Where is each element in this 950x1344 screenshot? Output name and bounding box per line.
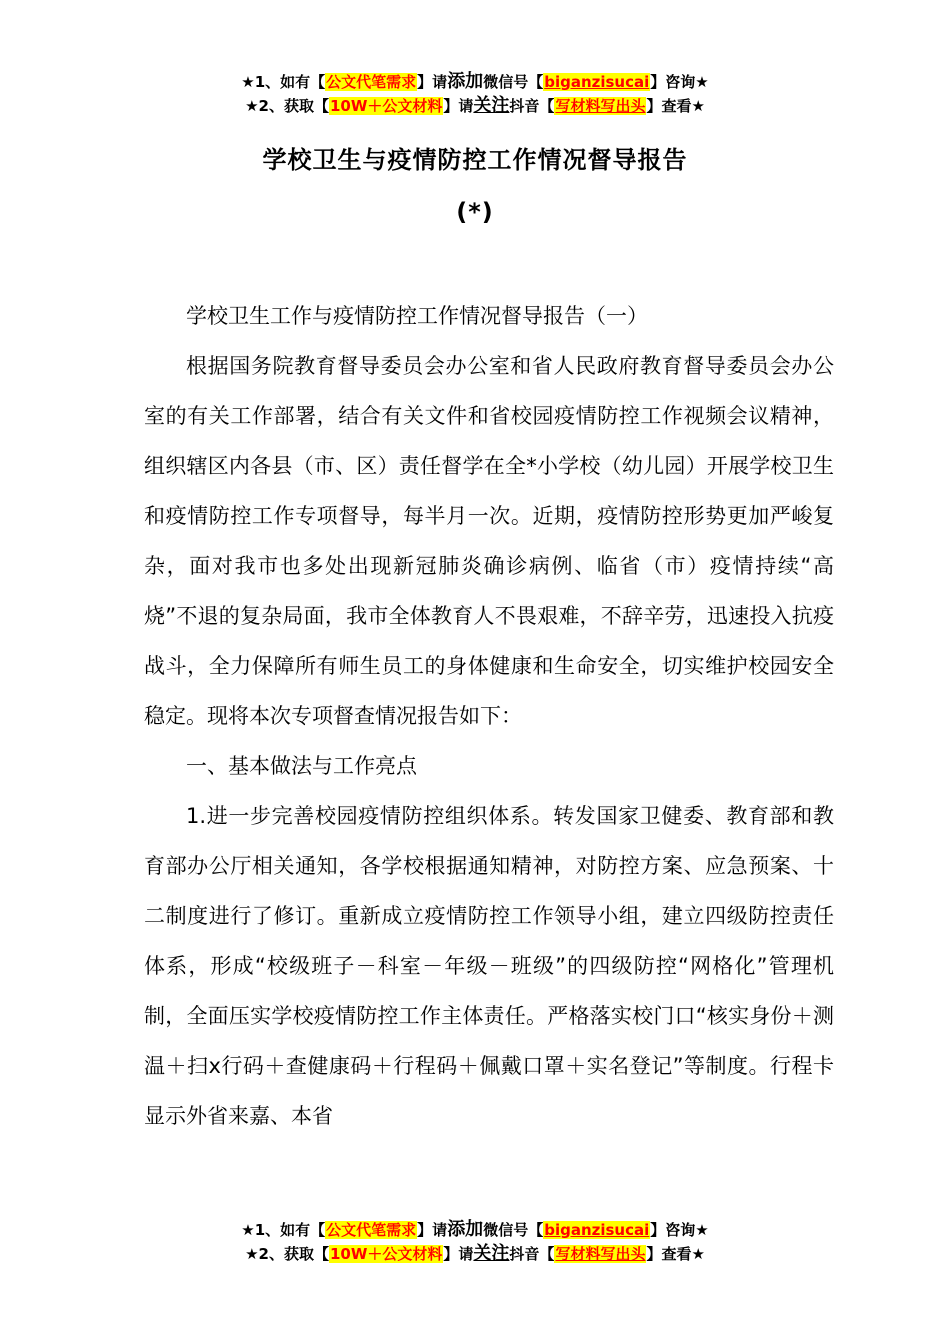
banner-wechat-id: biganzisucai [544, 1221, 650, 1239]
banner-line-2: ★2、获取【10W＋公文材料】请关注抖音【写材料写出头】查看★ [245, 1243, 705, 1264]
header-banner [0, 70, 950, 118]
banner-line-1: ★1、如有【公文代笔需求】请添加微信号【biganzisucai】咨询★ [241, 71, 709, 92]
banner-highlight: 公文代笔需求 [326, 1221, 417, 1239]
banner-douyin-id: 写材料写出头 [555, 97, 646, 115]
document-title: 学校卫生与疫情防控工作情况督导报告 [262, 146, 688, 174]
paragraph-intro: 根据国务院教育督导委员会办公室和省人民政府教育督导委员会办公室的有关工作部署，结合有关文件和省校园疫情防控工作视频会议精神，组织辖区内各县（市、区）责任督学在全*小学校（幼儿园）开展学校卫生和疫情防控工作专项督导，每半月一次。近期，疫情防控形势更加严峻复杂，面对我市也多处出现新冠肺炎确诊病例、临省（市）疫情持续“高烧”不退的复杂局面，我市全体教育人不畏艰难，不辞辛劳，迅速投入抗疫战斗，全力保障所有师生员工的身体健康和生命安全，切实维护校园安全稳定。现将本次专项督查情况报告如下： [144, 354, 834, 728]
banner-highlight: 10W＋公文材料 [329, 97, 443, 115]
paragraph-heading: 学校卫生工作与疫情防控工作情况督导报告（一） [186, 304, 648, 328]
banner-line-1: ★1、如有【公文代笔需求】请添加微信号【biganzisucai】咨询★ [241, 1219, 709, 1240]
banner-wechat-id: biganzisucai [544, 73, 650, 91]
banner-highlight: 公文代笔需求 [326, 73, 417, 91]
section-heading: 一、基本做法与工作亮点 [186, 754, 417, 778]
banner-line-2: ★2、获取【10W＋公文材料】请关注抖音【写材料写出头】查看★ [245, 95, 705, 116]
document-subtitle: (*) [456, 198, 494, 226]
banner-highlight: 10W＋公文材料 [329, 1245, 443, 1263]
footer-banner [0, 1218, 950, 1266]
paragraph-item-1: 1.进一步完善校园疫情防控组织体系。转发国家卫健委、教育部和教育部办公厅相关通知，各学校根据通知精神，对防控方案、应急预案、十二制度进行了修订。重新成立疫情防控工作领导小组，建立四级防控责任体系，形成“校级班子－科室－年级－班级”的四级防控“网格化”管理机制，全面压实学校疫情防控工作主体责任。严格落实校门口“核实身份＋测温＋扫x行码＋查健康码＋行程码＋佩戴口罩＋实名登记”等制度。行程卡显示外省来嘉、本省 [144, 804, 834, 1128]
banner-douyin-id: 写材料写出头 [555, 1245, 646, 1263]
document-body [144, 291, 834, 1141]
